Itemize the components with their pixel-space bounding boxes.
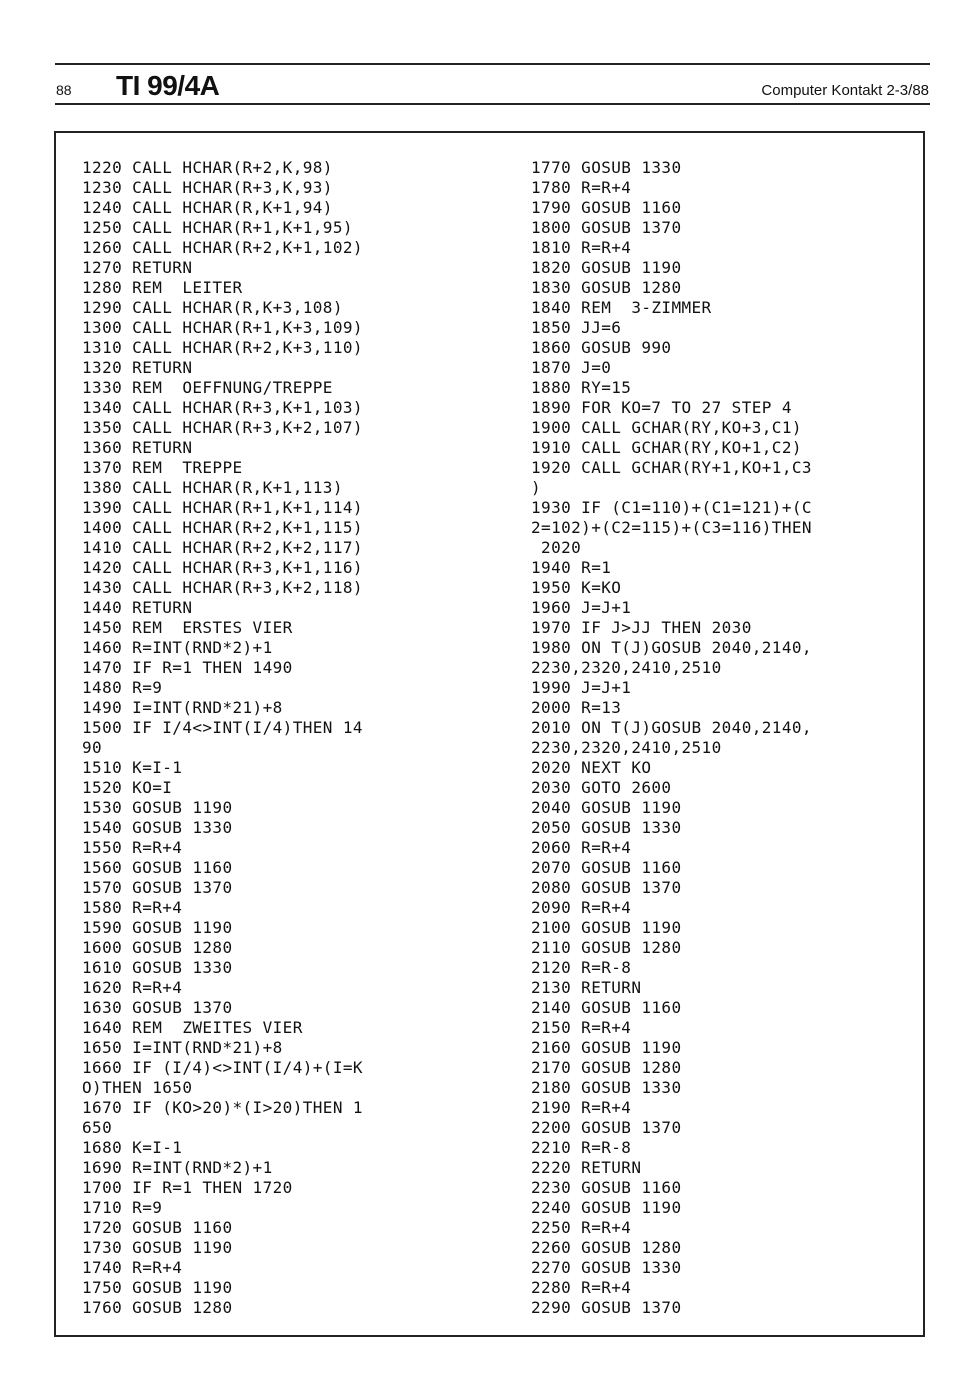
- code-line: 1240 CALL HCHAR(R,K+1,94): [82, 198, 333, 217]
- code-line: 2020 NEXT KO: [531, 758, 652, 777]
- listing-box: [54, 131, 925, 1337]
- code-line: 1780 R=R+4: [531, 178, 632, 197]
- code-line: 1290 CALL HCHAR(R,K+3,108): [82, 298, 343, 317]
- code-line: 1260 CALL HCHAR(R+2,K+1,102): [82, 238, 363, 257]
- code-line: 2050 GOSUB 1330: [531, 818, 682, 837]
- code-line: 2180 GOSUB 1330: [531, 1078, 682, 1097]
- code-line: 1600 GOSUB 1280: [82, 938, 233, 957]
- code-line: 1750 GOSUB 1190: [82, 1278, 233, 1297]
- code-line: 1500 IF I/4<>INT(I/4)THEN 14: [82, 718, 363, 737]
- code-line: 1950 K=KO: [531, 578, 622, 597]
- code-line: 1870 J=0: [531, 358, 612, 377]
- page-number: 88: [56, 82, 72, 98]
- code-line: 2280 R=R+4: [531, 1278, 632, 1297]
- code-line: 2220 RETURN: [531, 1158, 642, 1177]
- code-line: 1670 IF (KO>20)*(I>20)THEN 1: [82, 1098, 363, 1117]
- code-line: 1880 RY=15: [531, 378, 632, 397]
- code-line: 2070 GOSUB 1160: [531, 858, 682, 877]
- issue-label: Computer Kontakt 2-3/88: [761, 82, 929, 99]
- code-line: 1320 RETURN: [82, 358, 193, 377]
- code-line: 2150 R=R+4: [531, 1018, 632, 1037]
- listing-column-left: [82, 158, 363, 1318]
- code-line: 1420 CALL HCHAR(R+3,K+1,116): [82, 558, 363, 577]
- code-line: 2=102)+(C2=115)+(C3=116)THEN: [531, 518, 812, 537]
- code-line: 2060 R=R+4: [531, 838, 632, 857]
- code-line: 1510 K=I-1: [82, 758, 183, 777]
- code-line: 2140 GOSUB 1160: [531, 998, 682, 1017]
- code-line: 1620 R=R+4: [82, 978, 183, 997]
- code-line: 1740 R=R+4: [82, 1258, 183, 1277]
- code-line: 650: [82, 1118, 113, 1137]
- code-line: 2200 GOSUB 1370: [531, 1118, 682, 1137]
- code-line: 1330 REM OEFFNUNG/TREPPE: [82, 378, 333, 397]
- code-line: 1610 GOSUB 1330: [82, 958, 233, 977]
- code-line: ): [531, 478, 542, 497]
- code-line: 1440 RETURN: [82, 598, 193, 617]
- code-line: 1370 REM TREPPE: [82, 458, 243, 477]
- code-line: 2170 GOSUB 1280: [531, 1058, 682, 1077]
- code-line: 2130 RETURN: [531, 978, 642, 997]
- code-line: 1400 CALL HCHAR(R+2,K+1,115): [82, 518, 363, 537]
- code-line: 1800 GOSUB 1370: [531, 218, 682, 237]
- code-line: 2210 R=R-8: [531, 1138, 632, 1157]
- code-line: 2240 GOSUB 1190: [531, 1198, 682, 1217]
- code-line: 1890 FOR KO=7 TO 27 STEP 4: [531, 398, 792, 417]
- code-line: 1220 CALL HCHAR(R+2,K,98): [82, 158, 333, 177]
- code-line: 2000 R=13: [531, 698, 622, 717]
- code-line: 2230,2320,2410,2510: [531, 738, 722, 757]
- code-line: 1930 IF (C1=110)+(C1=121)+(C: [531, 498, 812, 517]
- code-line: 1860 GOSUB 990: [531, 338, 672, 357]
- code-line: 2030 GOTO 2600: [531, 778, 672, 797]
- code-line: 1520 KO=I: [82, 778, 173, 797]
- code-line: 1810 R=R+4: [531, 238, 632, 257]
- code-line: 2040 GOSUB 1190: [531, 798, 682, 817]
- code-line: 1640 REM ZWEITES VIER: [82, 1018, 303, 1037]
- code-line: 1920 CALL GCHAR(RY+1,KO+1,C3: [531, 458, 812, 477]
- code-line: 1580 R=R+4: [82, 898, 183, 917]
- listing-column-right: [531, 158, 812, 1318]
- code-line: 1760 GOSUB 1280: [82, 1298, 233, 1317]
- code-line: 1940 R=1: [531, 558, 612, 577]
- code-line: 1360 RETURN: [82, 438, 193, 457]
- code-line: 1340 CALL HCHAR(R+3,K+1,103): [82, 398, 363, 417]
- code-line: 1830 GOSUB 1280: [531, 278, 682, 297]
- code-line: 1300 CALL HCHAR(R+1,K+3,109): [82, 318, 363, 337]
- code-line: 1630 GOSUB 1370: [82, 998, 233, 1017]
- code-line: 1840 REM 3-ZIMMER: [531, 298, 712, 317]
- code-line: 1710 R=9: [82, 1198, 163, 1217]
- code-line: 1490 I=INT(RND*21)+8: [82, 698, 283, 717]
- code-line: 1470 IF R=1 THEN 1490: [82, 658, 293, 677]
- code-line: 1970 IF J>JJ THEN 2030: [531, 618, 752, 637]
- code-line: 2100 GOSUB 1190: [531, 918, 682, 937]
- code-line: O)THEN 1650: [82, 1078, 193, 1097]
- code-line: 1730 GOSUB 1190: [82, 1238, 233, 1257]
- code-line: 1390 CALL HCHAR(R+1,K+1,114): [82, 498, 363, 517]
- code-line: 2110 GOSUB 1280: [531, 938, 682, 957]
- code-line: 2290 GOSUB 1370: [531, 1298, 682, 1317]
- code-line: 2260 GOSUB 1280: [531, 1238, 682, 1257]
- code-line: 1650 I=INT(RND*21)+8: [82, 1038, 283, 1057]
- code-line: 1280 REM LEITER: [82, 278, 243, 297]
- code-line: 2080 GOSUB 1370: [531, 878, 682, 897]
- code-line: 1790 GOSUB 1160: [531, 198, 682, 217]
- code-line: 1410 CALL HCHAR(R+2,K+2,117): [82, 538, 363, 557]
- code-line: 1850 JJ=6: [531, 318, 622, 337]
- code-line: 1820 GOSUB 1190: [531, 258, 682, 277]
- magazine-title: TI 99/4A: [116, 70, 220, 101]
- code-line: 1560 GOSUB 1160: [82, 858, 233, 877]
- code-line: 1270 RETURN: [82, 258, 193, 277]
- header-rule-bottom: [55, 103, 930, 105]
- code-line: 2250 R=R+4: [531, 1218, 632, 1237]
- code-line: 1960 J=J+1: [531, 598, 632, 617]
- code-line: 1590 GOSUB 1190: [82, 918, 233, 937]
- code-line: 2010 ON T(J)GOSUB 2040,2140,: [531, 718, 812, 737]
- code-line: 1570 GOSUB 1370: [82, 878, 233, 897]
- code-line: 1990 J=J+1: [531, 678, 632, 697]
- code-line: 1540 GOSUB 1330: [82, 818, 233, 837]
- code-line: 1680 K=I-1: [82, 1138, 183, 1157]
- code-line: 1660 IF (I/4)<>INT(I/4)+(I=K: [82, 1058, 363, 1077]
- code-line: 1380 CALL HCHAR(R,K+1,113): [82, 478, 343, 497]
- code-line: 1700 IF R=1 THEN 1720: [82, 1178, 293, 1197]
- code-line: 1900 CALL GCHAR(RY,KO+3,C1): [531, 418, 802, 437]
- code-line: 1350 CALL HCHAR(R+3,K+2,107): [82, 418, 363, 437]
- code-line: 1690 R=INT(RND*2)+1: [82, 1158, 273, 1177]
- code-line: 1480 R=9: [82, 678, 163, 697]
- code-line: 2090 R=R+4: [531, 898, 632, 917]
- code-line: 2230,2320,2410,2510: [531, 658, 722, 677]
- code-line: 2270 GOSUB 1330: [531, 1258, 682, 1277]
- code-line: 1430 CALL HCHAR(R+3,K+2,118): [82, 578, 363, 597]
- code-line: 2120 R=R-8: [531, 958, 632, 977]
- code-line: 1250 CALL HCHAR(R+1,K+1,95): [82, 218, 353, 237]
- code-line: 1450 REM ERSTES VIER: [82, 618, 293, 637]
- code-line: 1910 CALL GCHAR(RY,KO+1,C2): [531, 438, 802, 457]
- code-line: 90: [82, 738, 103, 757]
- code-line: 2020: [531, 538, 582, 557]
- header-rule-top: [55, 63, 930, 65]
- code-line: 1720 GOSUB 1160: [82, 1218, 233, 1237]
- code-line: 1980 ON T(J)GOSUB 2040,2140,: [531, 638, 812, 657]
- code-line: 1770 GOSUB 1330: [531, 158, 682, 177]
- code-line: 1310 CALL HCHAR(R+2,K+3,110): [82, 338, 363, 357]
- code-line: 2160 GOSUB 1190: [531, 1038, 682, 1057]
- code-line: 1460 R=INT(RND*2)+1: [82, 638, 273, 657]
- code-line: 1530 GOSUB 1190: [82, 798, 233, 817]
- code-line: 2190 R=R+4: [531, 1098, 632, 1117]
- code-line: 1230 CALL HCHAR(R+3,K,93): [82, 178, 333, 197]
- code-line: 2230 GOSUB 1160: [531, 1178, 682, 1197]
- code-line: 1550 R=R+4: [82, 838, 183, 857]
